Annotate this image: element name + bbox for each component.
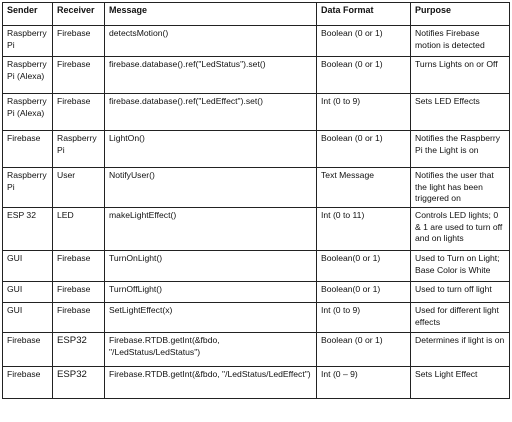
cell-message: makeLightEffect() bbox=[105, 208, 317, 251]
cell-purpose: Notifies the Raspberry Pi the Light is on bbox=[411, 131, 510, 168]
cell-purpose: Notifies the user that the light has been triggered on bbox=[411, 168, 510, 208]
table-row bbox=[3, 168, 510, 208]
cell-sender: GUI bbox=[3, 303, 53, 333]
cell-receiver: ESP32 bbox=[53, 333, 105, 367]
cell-message: Firebase.RTDB.getInt(&fbdo, "/LedStatus/LedEffect") bbox=[105, 367, 317, 399]
cell-sender: Firebase bbox=[3, 333, 53, 367]
cell-receiver: Firebase bbox=[53, 251, 105, 282]
cell-receiver: ESP32 bbox=[53, 367, 105, 399]
cell-sender: Raspberry Pi (Alexa) bbox=[3, 94, 53, 131]
cell-purpose: Sets Light Effect bbox=[411, 367, 510, 399]
cell-purpose: Notifies Firebase motion is detected bbox=[411, 26, 510, 57]
cell-message: SetLightEffect(x) bbox=[105, 303, 317, 333]
table-row bbox=[3, 57, 510, 94]
cell-message: LightOn() bbox=[105, 131, 317, 168]
cell-purpose: Used to turn off light bbox=[411, 282, 510, 303]
cell-message: firebase.database().ref("LedStatus").set() bbox=[105, 57, 317, 94]
cell-purpose: Used to Turn on Light; Base Color is White bbox=[411, 251, 510, 282]
cell-data-format: Boolean (0 or 1) bbox=[317, 333, 411, 367]
table-row bbox=[3, 94, 510, 131]
header-row bbox=[3, 3, 510, 26]
cell-receiver: User bbox=[53, 168, 105, 208]
cell-message: firebase.database().ref("LedEffect").set() bbox=[105, 94, 317, 131]
cell-message: NotifyUser() bbox=[105, 168, 317, 208]
cell-sender: Raspberry Pi (Alexa) bbox=[3, 57, 53, 94]
cell-data-format: Text Message bbox=[317, 168, 411, 208]
header-receiver: Receiver bbox=[53, 3, 105, 26]
cell-receiver: Firebase bbox=[53, 57, 105, 94]
header-data-format: Data Format bbox=[317, 3, 411, 26]
header-purpose: Purpose bbox=[411, 3, 510, 26]
cell-message: Firebase.RTDB.getInt(&fbdo, "/LedStatus/LedStatus") bbox=[105, 333, 317, 367]
cell-purpose: Controls LED lights; 0 & 1 are used to turn off and on lights bbox=[411, 208, 510, 251]
cell-sender: ESP 32 bbox=[3, 208, 53, 251]
cell-sender: GUI bbox=[3, 282, 53, 303]
cell-data-format: Boolean(0 or 1) bbox=[317, 282, 411, 303]
cell-sender: Firebase bbox=[3, 131, 53, 168]
cell-purpose: Determines if light is on bbox=[411, 333, 510, 367]
cell-message: detectsMotion() bbox=[105, 26, 317, 57]
message-table bbox=[2, 2, 510, 399]
cell-data-format: Boolean (0 or 1) bbox=[317, 26, 411, 57]
cell-data-format: Boolean(0 or 1) bbox=[317, 251, 411, 282]
cell-receiver: Firebase bbox=[53, 303, 105, 333]
cell-sender: Firebase bbox=[3, 367, 53, 399]
cell-receiver: Firebase bbox=[53, 282, 105, 303]
cell-sender: Raspberry Pi bbox=[3, 26, 53, 57]
cell-sender: GUI bbox=[3, 251, 53, 282]
cell-purpose: Sets LED Effects bbox=[411, 94, 510, 131]
cell-data-format: Int (0 to 9) bbox=[317, 94, 411, 131]
cell-purpose: Turns Lights on or Off bbox=[411, 57, 510, 94]
table-row bbox=[3, 367, 510, 399]
cell-data-format: Boolean (0 or 1) bbox=[317, 131, 411, 168]
table-row bbox=[3, 303, 510, 333]
cell-receiver: Firebase bbox=[53, 26, 105, 57]
cell-message: TurnOffLight() bbox=[105, 282, 317, 303]
cell-sender: Raspberry Pi bbox=[3, 168, 53, 208]
cell-receiver: Firebase bbox=[53, 94, 105, 131]
cell-data-format: Int (0 to 11) bbox=[317, 208, 411, 251]
cell-data-format: Int (0 – 9) bbox=[317, 367, 411, 399]
cell-receiver: LED bbox=[53, 208, 105, 251]
cell-data-format: Int (0 to 9) bbox=[317, 303, 411, 333]
cell-message: TurnOnLight() bbox=[105, 251, 317, 282]
cell-data-format: Boolean (0 or 1) bbox=[317, 57, 411, 94]
table-row bbox=[3, 333, 510, 367]
table-row bbox=[3, 251, 510, 282]
cell-purpose: Used for different light effects bbox=[411, 303, 510, 333]
table-row bbox=[3, 282, 510, 303]
header-message: Message bbox=[105, 3, 317, 26]
cell-receiver: Raspberry Pi bbox=[53, 131, 105, 168]
table-row bbox=[3, 131, 510, 168]
header-sender: Sender bbox=[3, 3, 53, 26]
table-row bbox=[3, 208, 510, 251]
table-row bbox=[3, 26, 510, 57]
